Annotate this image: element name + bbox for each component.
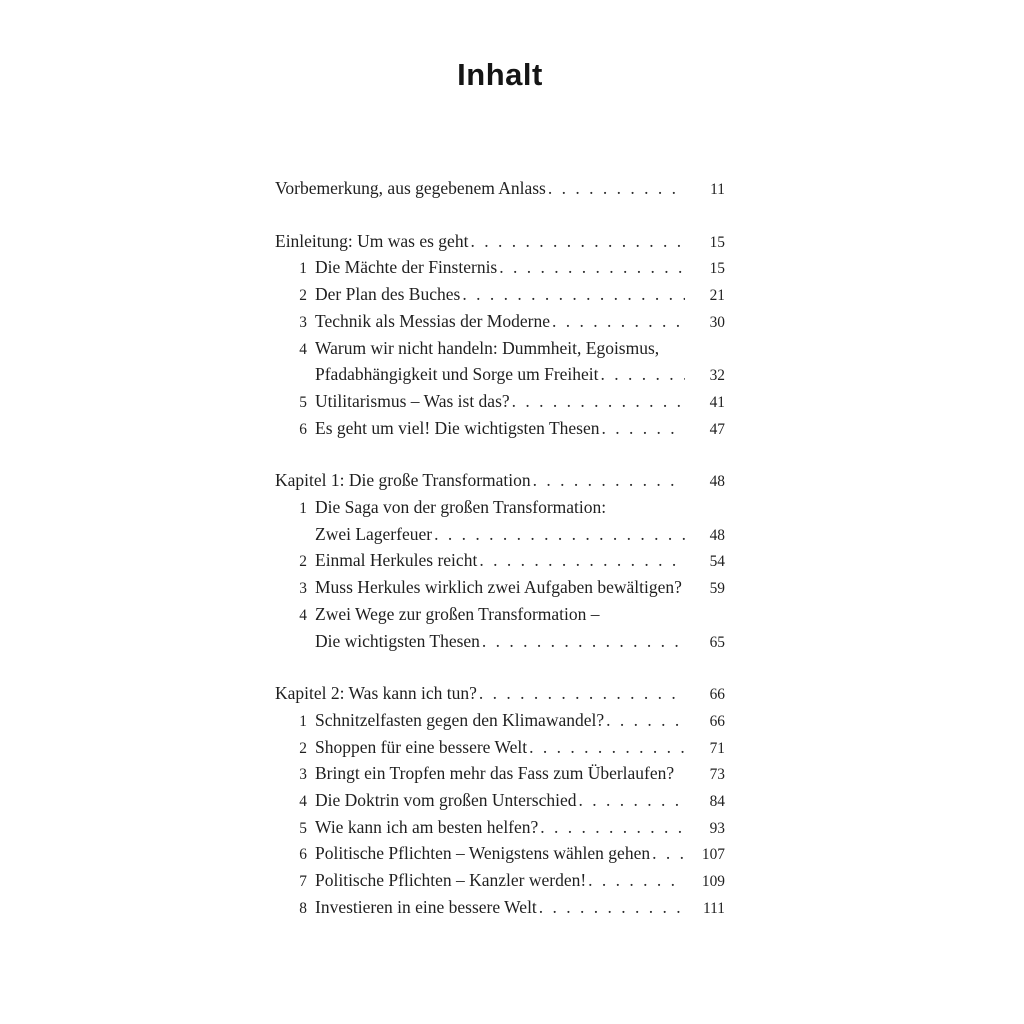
entry-title: Es geht um viel! Die wichtigsten Thesen [315,417,600,438]
toc-section [275,176,725,203]
toc-row [275,841,725,868]
page-number: 21 [709,287,725,305]
entry-title: Muss Herkules wirklich zwei Aufgaben bewältigen? [315,577,682,598]
entry-title: Warum wir nicht handeln: Dummheit, Egoismus, [315,337,660,358]
entry-title: Die Doktrin vom großen Unterschied [315,790,577,811]
toc-row [275,362,725,389]
item-number: 1 [299,500,307,518]
toc [275,176,725,922]
item-number: 3 [299,313,307,331]
dot-leader [588,868,685,894]
toc-row [275,788,725,815]
item-number: 3 [299,580,307,598]
dot-leader [482,629,685,655]
item-number: 5 [299,393,307,411]
toc-row [275,309,725,336]
toc-content [275,56,725,948]
page-number: 66 [709,686,725,704]
dot-leader [462,282,685,308]
toc-row [275,229,725,256]
dot-leader [540,815,685,841]
item-number: 6 [299,420,307,438]
page-number: 111 [703,899,725,917]
entry-title: Shoppen für eine bessere Welt [315,736,528,757]
entry-title: Der Plan des Buches [315,284,461,305]
entry-title: Zwei Wege zur großen Transformation – [315,603,600,624]
dot-leader [578,788,685,814]
toc-row [275,255,725,282]
entry-title: Investieren in eine bessere Welt [315,896,537,917]
toc-row [275,575,725,602]
toc-row [275,868,725,895]
page-number: 48 [709,526,725,544]
entry-title: Einleitung: Um was es geht [275,230,469,251]
dot-leader [601,362,685,388]
toc-row [275,336,725,363]
page-number: 15 [709,233,725,251]
toc-section [275,468,725,655]
item-number: 2 [299,553,307,571]
item-number: 3 [299,766,307,784]
entry-title: Bringt ein Tropfen mehr das Fass zum Überlaufen? [315,763,675,784]
item-number: 1 [299,260,307,278]
item-number: 5 [299,819,307,837]
entry-title: Kapitel 1: Die große Transformation [275,470,531,491]
toc-row [275,629,725,656]
page-number: 71 [709,739,725,757]
entry-title: Die wichtigsten Thesen [315,630,480,651]
page-number: 32 [709,367,725,385]
toc-row [275,495,725,522]
toc-row [275,602,725,629]
toc-row [275,761,725,788]
item-number: 4 [299,340,307,358]
page-number: 48 [709,473,725,491]
item-number: 1 [299,712,307,730]
dot-leader [479,548,685,574]
page-number: 54 [709,553,725,571]
dot-leader [601,416,685,442]
dot-leader [548,176,685,202]
dot-leader [529,735,685,761]
toc-row [275,282,725,309]
dot-leader [552,309,685,335]
dot-leader [606,708,685,734]
page-number: 41 [709,393,725,411]
page-title: Inhalt [457,57,543,92]
item-number: 7 [299,873,307,891]
entry-title: Die Saga von der großen Transformation: [315,497,607,518]
entry-title: Politische Pflichten – Kanzler werden! [315,870,587,891]
dot-leader [470,229,685,255]
toc-row [275,681,725,708]
toc-row [275,895,725,922]
dot-leader [499,255,685,281]
page-number: 59 [709,580,725,598]
entry-title: Die Mächte der Finsternis [315,257,498,278]
dot-leader [652,841,685,867]
entry-title: Schnitzelfasten gegen den Klimawandel? [315,709,605,730]
toc-row [275,522,725,549]
page-number: 47 [709,420,725,438]
page-number: 93 [709,819,725,837]
toc-row [275,548,725,575]
entry-title: Vorbemerkung, aus gegebenem Anlass [275,178,546,198]
page-number: 15 [709,260,725,278]
page-number: 11 [710,181,725,198]
dot-leader [512,389,685,415]
page-number: 30 [709,313,725,331]
toc-row [275,389,725,416]
toc-row [275,735,725,762]
page-number: 107 [701,846,725,864]
toc-section [275,681,725,921]
dot-leader [533,468,685,494]
toc-row [275,468,725,495]
entry-title: Einmal Herkules reicht [315,550,478,571]
entry-title: Kapitel 2: Was kann ich tun? [275,683,477,704]
item-number: 2 [299,287,307,305]
page-number: 109 [701,873,725,891]
entry-title: Technik als Messias der Moderne [315,310,550,331]
dot-leader [479,681,685,707]
item-number: 4 [299,606,307,624]
page-number: 73 [709,766,725,784]
toc-row [275,815,725,842]
entry-title: Pfadabhängigkeit und Sorge um Freiheit [315,364,599,385]
toc-row [275,708,725,735]
toc-row [275,416,725,443]
toc-section [275,229,725,443]
page-number: 84 [709,793,725,811]
item-number: 4 [299,793,307,811]
entry-title: Politische Pflichten – Wenigstens wählen gehen [315,843,651,864]
dot-leader [434,522,685,548]
dot-leader [539,895,685,921]
item-number: 6 [299,846,307,864]
entry-title: Zwei Lagerfeuer [315,523,433,544]
toc-row [275,176,725,203]
item-number: 8 [299,899,307,917]
entry-title: Utilitarismus – Was ist das? [315,390,510,411]
page-number: 66 [709,712,725,730]
entry-title: Wie kann ich am besten helfen? [315,816,539,837]
item-number: 2 [299,739,307,757]
page-number: 65 [709,633,725,651]
